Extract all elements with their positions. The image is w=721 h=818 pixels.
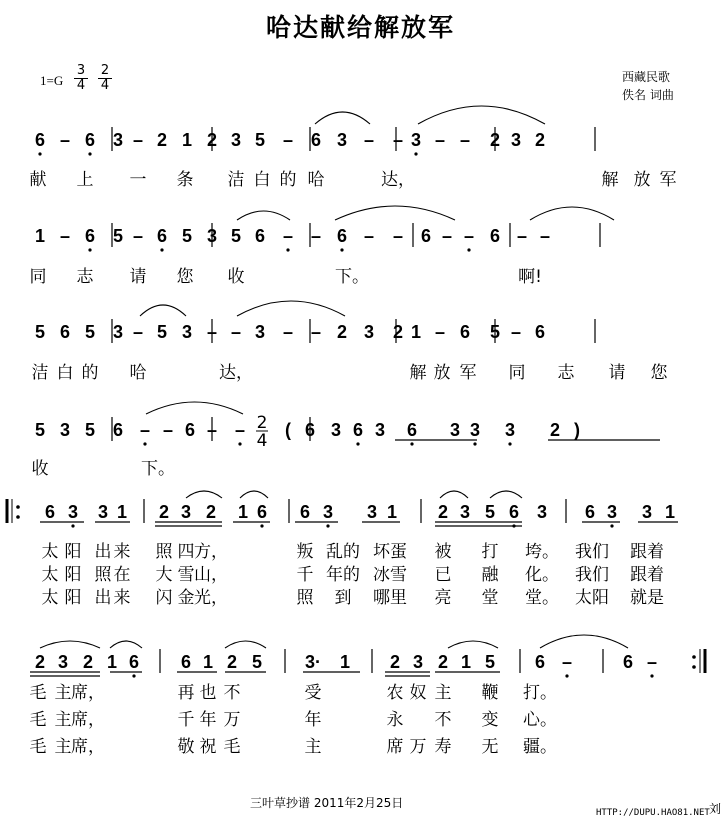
note: 6 xyxy=(420,226,432,246)
note: 5 xyxy=(254,130,266,150)
lyric-syllable: 请 xyxy=(608,363,626,383)
note: 6 xyxy=(112,420,124,440)
note: – xyxy=(132,226,144,246)
note: 6 xyxy=(310,130,322,150)
verse-syllable: 疆。 xyxy=(523,737,557,757)
time-change-top: 2 xyxy=(256,413,268,433)
slur xyxy=(40,641,100,648)
octave-dot xyxy=(650,674,653,677)
lyric-syllable: 军 xyxy=(659,170,677,190)
note: – xyxy=(206,322,218,342)
note: 3 xyxy=(606,502,618,522)
verse-syllable: 毛 xyxy=(223,737,241,757)
verse-syllable: 照 xyxy=(94,565,112,585)
note: 3 xyxy=(412,652,424,672)
verse-syllable: 到 xyxy=(334,588,352,608)
note: 6 xyxy=(304,420,316,440)
verse-syllable: 亮 xyxy=(434,588,452,608)
verse-syllable: 出 xyxy=(94,542,112,562)
score-title: 哈达献给解放军 xyxy=(265,13,455,42)
note: 2 xyxy=(34,652,46,672)
note: 2 xyxy=(389,652,401,672)
note: 6 xyxy=(299,502,311,522)
note: 3 xyxy=(449,420,461,440)
note: – xyxy=(282,130,294,150)
lyric-syllable: 解 xyxy=(601,170,619,190)
note: 1 xyxy=(664,502,676,522)
lyric-syllable: 下。 xyxy=(335,267,369,287)
note: – xyxy=(282,226,294,246)
slur xyxy=(540,635,628,648)
note: 2 xyxy=(205,502,217,522)
note: 3 xyxy=(641,502,653,522)
note: 2 xyxy=(534,130,546,150)
octave-dot xyxy=(286,248,289,251)
lyric-syllable: 条 xyxy=(176,170,194,190)
note: 3 xyxy=(57,652,69,672)
lyric-syllable: 同 xyxy=(508,363,526,383)
verse-syllable: 不 xyxy=(223,683,241,703)
slur xyxy=(186,491,222,498)
lyric-syllable: 请 xyxy=(129,267,147,287)
lyric-syllable: 解 xyxy=(409,363,427,383)
verse-syllable: 打 xyxy=(481,542,499,562)
slur xyxy=(237,211,290,220)
slur xyxy=(490,491,522,498)
note: 5 xyxy=(230,226,242,246)
note: 6 xyxy=(180,652,192,672)
slur xyxy=(110,641,142,648)
octave-dot xyxy=(414,152,417,155)
verse-syllable: 坏蛋 xyxy=(373,542,407,562)
key-signature: 1=G xyxy=(40,73,64,88)
octave-dot xyxy=(326,524,329,527)
time-signature-2-4: $\frac{2}{4}$ xyxy=(98,64,112,93)
verse-syllable: 四 xyxy=(177,542,195,562)
note: – xyxy=(392,130,404,150)
note: 2 xyxy=(156,130,168,150)
note: 3 xyxy=(336,130,348,150)
note: 6 xyxy=(254,226,266,246)
note: – xyxy=(434,130,446,150)
verse-syllable: 主 xyxy=(54,683,72,703)
slur xyxy=(530,207,614,220)
note: – xyxy=(139,420,151,440)
verse-syllable: 大 xyxy=(155,565,173,585)
lyric-syllable: 哈 xyxy=(129,363,147,383)
verse-syllable: 来 xyxy=(113,588,131,608)
verse-syllable: 在 xyxy=(113,565,131,585)
note: – xyxy=(310,322,322,342)
lyric-syllable: 上 xyxy=(76,170,94,190)
note: 2 xyxy=(158,502,170,522)
octave-dot xyxy=(71,524,74,527)
verse-syllable: 照 xyxy=(296,588,314,608)
verse-syllable: 乱的 xyxy=(326,542,360,562)
verse-syllable: 主 xyxy=(54,710,72,730)
octave-dot xyxy=(132,674,135,677)
note: – xyxy=(441,226,453,246)
note: – xyxy=(206,420,218,440)
octave-dot xyxy=(512,524,515,527)
note: 3 xyxy=(254,322,266,342)
note: – xyxy=(463,226,475,246)
lyric-syllable: 志 xyxy=(76,267,94,287)
note: 6 xyxy=(584,502,596,522)
lyric-syllable: 献 xyxy=(29,170,47,190)
lyric-syllable: 放 xyxy=(433,363,451,383)
note: – xyxy=(459,130,471,150)
verse-syllable: 主 xyxy=(54,737,72,757)
verse-syllable: 主 xyxy=(304,737,322,757)
verse-syllable: 太阳 xyxy=(575,588,609,608)
verse-syllable: 受 xyxy=(304,683,322,703)
verse-syllable: 敬 xyxy=(177,737,195,757)
lyric-syllable: 下。 xyxy=(141,459,175,479)
note: – xyxy=(434,322,446,342)
verse-syllable: 跟着 xyxy=(630,542,664,562)
note: 3 xyxy=(181,322,193,342)
octave-dot xyxy=(565,674,568,677)
lyric-syllable: 军 xyxy=(459,363,477,383)
verse-syllable: 年的 xyxy=(326,565,360,585)
time-change-bottom: 4 xyxy=(256,431,268,451)
note: 6 xyxy=(622,652,634,672)
slur xyxy=(225,641,266,648)
note: 2 xyxy=(437,502,449,522)
note: 1 xyxy=(106,652,118,672)
note: 6 xyxy=(128,652,140,672)
note: 6 xyxy=(406,420,418,440)
repeat-dot xyxy=(692,665,696,669)
note: 2 xyxy=(549,420,561,440)
octave-dot xyxy=(340,248,343,251)
verse-syllable: 阳 xyxy=(64,542,82,562)
note: ( xyxy=(285,420,291,440)
octave-dot xyxy=(88,248,91,251)
lyric-syllable: 您 xyxy=(176,267,194,287)
note: 2 xyxy=(226,652,238,672)
verse-syllable: 出 xyxy=(94,588,112,608)
note: 3 xyxy=(206,226,218,246)
verse-syllable: 堂。 xyxy=(525,588,559,608)
note: 5 xyxy=(251,652,263,672)
note: 1 xyxy=(386,502,398,522)
note: – xyxy=(516,226,528,246)
note: – xyxy=(561,652,573,672)
note: 5 xyxy=(84,420,96,440)
verse-syllable: 变 xyxy=(481,710,499,730)
note: 6 xyxy=(84,226,96,246)
note: 6 xyxy=(44,502,56,522)
lyric-syllable: 同 xyxy=(29,267,47,287)
note: 3 xyxy=(536,502,548,522)
note: – xyxy=(282,322,294,342)
footer-corner-mark: 刘 xyxy=(709,802,721,816)
note: 1 xyxy=(202,652,214,672)
note: 3 xyxy=(374,420,386,440)
verse-syllable: 再 xyxy=(177,683,195,703)
note: – xyxy=(162,420,174,440)
octave-dot xyxy=(260,524,263,527)
verse-syllable: 融 xyxy=(481,565,499,585)
verse-syllable: 山， xyxy=(194,565,228,585)
note: 3 xyxy=(180,502,192,522)
note: 6 xyxy=(534,652,546,672)
verse-syllable: 鞭 xyxy=(481,683,499,703)
note: – xyxy=(510,322,522,342)
note: – xyxy=(363,130,375,150)
note: 2 xyxy=(82,652,94,672)
note: 3 xyxy=(112,322,124,342)
lyric-syllable: 放 xyxy=(633,170,651,190)
slur xyxy=(315,112,370,124)
note: – xyxy=(310,226,322,246)
note: ) xyxy=(574,420,580,440)
lyric-syllable: 白 xyxy=(56,363,74,383)
slur xyxy=(335,206,455,220)
note: 3 xyxy=(459,502,471,522)
note: 6 xyxy=(34,130,46,150)
lyric-syllable: 达， xyxy=(381,170,415,190)
lyric-syllable: 的 xyxy=(81,363,99,383)
verse-syllable: 方， xyxy=(194,542,228,562)
lyric-syllable: 一 xyxy=(129,170,147,190)
note: 3 xyxy=(504,420,516,440)
verse-syllable: 已 xyxy=(434,565,452,585)
lyric-syllable: 洁 xyxy=(227,170,245,190)
note: 6 xyxy=(489,226,501,246)
lyric-syllable: 您 xyxy=(650,363,668,383)
verse-syllable: 祝 xyxy=(199,737,217,757)
verse-syllable: 阳 xyxy=(64,588,82,608)
lyric-syllable: 的 xyxy=(279,170,297,190)
verse-syllable: 毛 xyxy=(29,737,47,757)
lyric-syllable: 洁 xyxy=(31,363,49,383)
note: 2 xyxy=(392,322,404,342)
note: 6 xyxy=(534,322,546,342)
note: 2 xyxy=(489,130,501,150)
note: 1 xyxy=(237,502,249,522)
lyric-syllable: 哈 xyxy=(307,170,325,190)
note: 6 xyxy=(156,226,168,246)
note: 5 xyxy=(484,502,496,522)
verse-syllable: 年 xyxy=(199,710,217,730)
note: 6 xyxy=(84,130,96,150)
note: 5 xyxy=(34,322,46,342)
note: 3 xyxy=(510,130,522,150)
note: 6 xyxy=(352,420,364,440)
note: 3 xyxy=(366,502,378,522)
note: – xyxy=(59,130,71,150)
note: 3 xyxy=(469,420,481,440)
verse-syllable: 永 xyxy=(386,710,404,730)
slur xyxy=(240,491,268,498)
note: 2 xyxy=(206,130,218,150)
verse-syllable: 千 xyxy=(177,710,195,730)
verse-syllable: 席， xyxy=(71,737,105,757)
note: – xyxy=(132,130,144,150)
octave-dot xyxy=(467,248,470,251)
verse-syllable: 心。 xyxy=(523,710,557,730)
slur xyxy=(448,641,498,648)
slur xyxy=(440,491,468,498)
note: – xyxy=(132,322,144,342)
slur xyxy=(418,106,545,124)
lyric-syllable: 志 xyxy=(557,363,575,383)
note: 3 xyxy=(112,130,124,150)
verse-syllable: 千 xyxy=(296,565,314,585)
note: 6 xyxy=(184,420,196,440)
note: 6 xyxy=(459,322,471,342)
song-origin: 西藏民歌 xyxy=(622,70,671,84)
verse-syllable: 被 xyxy=(434,542,452,562)
verse-syllable: 光， xyxy=(194,588,228,608)
verse-syllable: 年 xyxy=(304,710,322,730)
verse-syllable: 跟着 xyxy=(630,565,664,585)
note: 3· xyxy=(304,652,322,672)
note: – xyxy=(539,226,551,246)
verse-syllable: 席， xyxy=(71,683,105,703)
song-authors: 佚名 词曲 xyxy=(622,88,674,102)
note: 1 xyxy=(460,652,472,672)
lyric-syllable: 白 xyxy=(253,170,271,190)
note: 6 xyxy=(256,502,268,522)
octave-dot xyxy=(238,442,241,445)
footer-url: HTTP://DUPU.HAO81.NET xyxy=(596,808,710,818)
verse-syllable: 毛 xyxy=(29,683,47,703)
note: 5 xyxy=(34,420,46,440)
verse-syllable: 万 xyxy=(409,737,427,757)
note: – xyxy=(234,420,246,440)
verse-syllable: 闪 xyxy=(155,588,173,608)
note: 2 xyxy=(336,322,348,342)
slur xyxy=(146,402,243,414)
lyric-syllable: 达， xyxy=(219,363,253,383)
verse-syllable: 阳 xyxy=(64,565,82,585)
note: 5 xyxy=(484,652,496,672)
verse-syllable: 万 xyxy=(223,710,241,730)
lyric-syllable: 啊! xyxy=(518,267,542,287)
note: 3 xyxy=(363,322,375,342)
note: 1 xyxy=(34,226,46,246)
verse-syllable: 我们 xyxy=(575,542,609,562)
octave-dot xyxy=(38,152,41,155)
note: 2 xyxy=(437,652,449,672)
octave-dot xyxy=(473,442,476,445)
verse-syllable: 就是 xyxy=(630,588,664,608)
verse-syllable: 堂 xyxy=(481,588,499,608)
footer-credit: 三叶草抄谱 2011年2月25日 xyxy=(250,796,404,810)
verse-syllable: 打。 xyxy=(523,683,557,703)
time-signature-3-4: $\frac{3}{4}$ xyxy=(74,64,88,93)
note: 1 xyxy=(181,130,193,150)
repeat-dot xyxy=(16,515,20,519)
lyric-syllable: 收 xyxy=(31,459,49,479)
note: 5 xyxy=(156,322,168,342)
repeat-dot xyxy=(16,505,20,509)
note: 5 xyxy=(84,322,96,342)
octave-dot xyxy=(610,524,613,527)
octave-dot xyxy=(508,442,511,445)
note: 1 xyxy=(339,652,351,672)
verse-syllable: 也 xyxy=(199,683,217,703)
note: – xyxy=(59,226,71,246)
verse-syllable: 不 xyxy=(434,710,452,730)
octave-dot xyxy=(143,442,146,445)
note: 6 xyxy=(508,502,520,522)
note: – xyxy=(392,226,404,246)
note: 5 xyxy=(181,226,193,246)
note: – xyxy=(230,322,242,342)
verse-syllable: 农 xyxy=(386,683,404,703)
verse-syllable: 冰雪 xyxy=(373,565,407,585)
slur xyxy=(140,305,186,316)
verse-syllable: 主 xyxy=(434,683,452,703)
verse-syllable: 垮。 xyxy=(525,542,559,562)
octave-dot xyxy=(88,152,91,155)
note: 1 xyxy=(116,502,128,522)
verse-syllable: 寿 xyxy=(434,737,452,757)
note: 6 xyxy=(59,322,71,342)
note: 6 xyxy=(336,226,348,246)
note: – xyxy=(363,226,375,246)
note: 3 xyxy=(230,130,242,150)
verse-syllable: 化。 xyxy=(525,565,559,585)
note: 5 xyxy=(489,322,501,342)
verse-syllable: 毛 xyxy=(29,710,47,730)
verse-syllable: 来 xyxy=(113,542,131,562)
slur xyxy=(237,301,345,316)
verse-syllable: 叛 xyxy=(296,542,314,562)
note: 3 xyxy=(322,502,334,522)
verse-syllable: 奴 xyxy=(409,683,427,703)
repeat-dot xyxy=(692,655,696,659)
verse-syllable: 照 xyxy=(155,542,173,562)
note: 3 xyxy=(410,130,422,150)
verse-syllable: 雪 xyxy=(177,565,195,585)
note: 3 xyxy=(67,502,79,522)
verse-syllable: 无 xyxy=(481,737,499,757)
note: 3 xyxy=(59,420,71,440)
note: 3 xyxy=(97,502,109,522)
note: – xyxy=(646,652,658,672)
octave-dot xyxy=(160,248,163,251)
note: 5 xyxy=(112,226,124,246)
lyric-syllable: 收 xyxy=(227,267,245,287)
note: 3 xyxy=(330,420,342,440)
verse-syllable: 席 xyxy=(386,737,404,757)
verse-syllable: 太 xyxy=(41,588,59,608)
note: 1 xyxy=(410,322,422,342)
verse-syllable: 太 xyxy=(41,542,59,562)
verse-syllable: 席， xyxy=(71,710,105,730)
octave-dot xyxy=(410,442,413,445)
verse-syllable: 哪里 xyxy=(373,588,407,608)
verse-syllable: 金 xyxy=(177,588,195,608)
octave-dot xyxy=(356,442,359,445)
verse-syllable: 太 xyxy=(41,565,59,585)
verse-syllable: 我们 xyxy=(575,565,609,585)
